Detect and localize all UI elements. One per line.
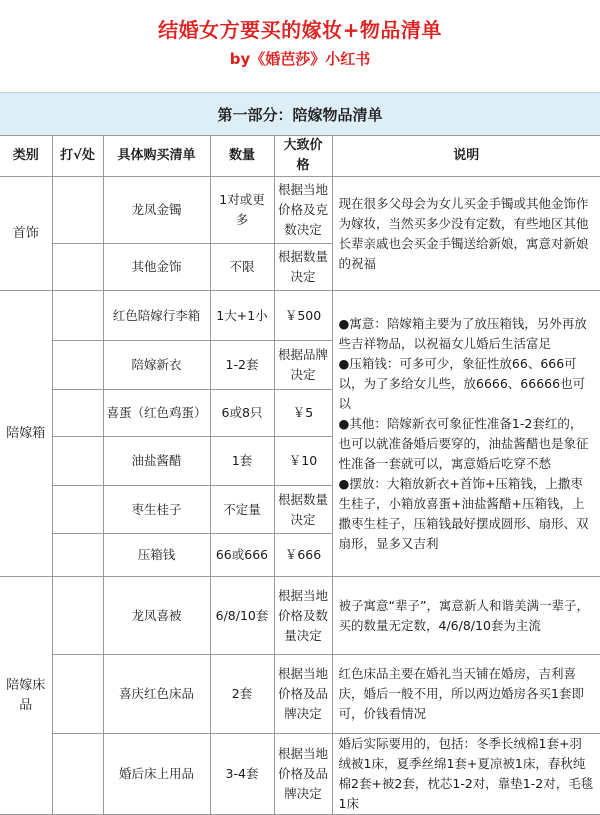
price-cell: 根据当地价格及品牌决定 xyxy=(274,655,332,734)
check-cell[interactable] xyxy=(52,486,103,534)
price-cell: 根据数量决定 xyxy=(274,244,332,291)
price-cell: 根据当地价格及数量决定 xyxy=(274,577,332,655)
price-cell: ￥10 xyxy=(274,437,332,486)
item-cell: 龙凤金镯 xyxy=(103,177,210,244)
page-header xyxy=(0,0,600,92)
item-cell: 陪嫁新衣 xyxy=(103,341,210,390)
check-cell[interactable] xyxy=(52,244,103,291)
quantity-cell: 1套 xyxy=(210,437,274,486)
note-line: ●摆放：大箱放新衣+首饰+压箱钱，上撒枣生桂子，小箱放喜蛋+油盐酱醋+压箱钱，上撒枣生桂子，压箱钱最好摆成圆形、扇形、双扇形，显多又吉利 xyxy=(338,475,589,551)
price-cell: 根据当地价格及品牌决定 xyxy=(274,734,332,815)
page-subtitle: by《婚芭莎》小红书 xyxy=(229,50,371,68)
quantity-cell: 6/8/10套 xyxy=(210,577,274,655)
column-header-check: 打√处 xyxy=(52,136,103,177)
quantity-cell: 1对或更多 xyxy=(210,177,274,244)
item-cell: 婚后床上用品 xyxy=(103,734,210,815)
item-cell: 喜庆红色床品 xyxy=(103,655,210,734)
price-cell: ￥5 xyxy=(274,390,332,437)
price-cell: ￥500 xyxy=(274,291,332,341)
item-cell: 压箱钱 xyxy=(103,534,210,577)
table-header-row xyxy=(0,136,600,177)
category-cell: 首饰 xyxy=(0,177,52,291)
price-cell: 根据品牌决定 xyxy=(274,341,332,390)
check-cell[interactable] xyxy=(52,734,103,815)
category-cell: 陪嫁箱 xyxy=(0,291,52,577)
item-cell: 喜蛋（红色鸡蛋） xyxy=(103,390,210,437)
column-header-item: 具体购买清单 xyxy=(103,136,210,177)
check-cell[interactable] xyxy=(52,655,103,734)
check-cell[interactable] xyxy=(52,577,103,655)
notes-cell xyxy=(332,291,600,577)
notes-cell: 红色床品主要在婚礼当天铺在婚房，吉利喜庆，婚后一般不用，所以两边婚房各买1套即可，价钱看情况 xyxy=(332,655,600,734)
check-cell[interactable] xyxy=(52,177,103,244)
note-line: ●其他：陪嫁新衣可象征性准备1-2套红的，也可以就准备婚后要穿的，油盐酱醋也是象征性准备一套就可以，寓意婚后吃穿不愁 xyxy=(338,415,589,471)
dowry-table xyxy=(0,135,600,815)
quantity-cell: 2套 xyxy=(210,655,274,734)
quantity-cell: 1大+1小 xyxy=(210,291,274,341)
check-cell[interactable] xyxy=(52,291,103,341)
table-row xyxy=(0,577,600,655)
check-cell[interactable] xyxy=(52,534,103,577)
section-title: 第一部分：陪嫁物品清单 xyxy=(0,92,600,136)
table-row xyxy=(0,734,600,815)
column-header-quantity: 数量 xyxy=(210,136,274,177)
category-cell: 陪嫁床品 xyxy=(0,577,52,815)
column-header-price: 大致价格 xyxy=(274,136,332,177)
table-row xyxy=(0,655,600,734)
check-cell[interactable] xyxy=(52,437,103,486)
note-line: ●寓意：陪嫁箱主要为了放压箱钱，另外再放些吉祥物品，以祝福女儿婚后生活富足 xyxy=(338,315,587,351)
price-cell: 根据当地价格及克数决定 xyxy=(274,177,332,244)
quantity-cell: 6或8只 xyxy=(210,390,274,437)
quantity-cell: 66或666 xyxy=(210,534,274,577)
table-row xyxy=(0,177,600,244)
item-cell: 龙凤喜被 xyxy=(103,577,210,655)
notes-cell: 婚后实际要用的，包括：冬季长绒棉1套+羽绒被1床，夏季丝绵1套+夏凉被1床，春秋纯棉2套+被2套，枕芯1-2对，靠垫1-2对，毛毯1床 xyxy=(332,734,600,815)
page-title: 结婚女方要买的嫁妆+物品清单 xyxy=(158,18,442,42)
check-cell[interactable] xyxy=(52,341,103,390)
column-header-category: 类别 xyxy=(0,136,52,177)
table-row xyxy=(0,291,600,341)
price-cell: 根据数量决定 xyxy=(274,486,332,534)
price-cell: ￥666 xyxy=(274,534,332,577)
quantity-cell: 不限 xyxy=(210,244,274,291)
note-line: ●压箱钱：可多可少，象征性放66、666可以，为了多给女儿些，放6666、66666也可以 xyxy=(338,355,586,411)
check-cell[interactable] xyxy=(52,390,103,437)
item-cell: 枣生桂子 xyxy=(103,486,210,534)
quantity-cell: 3-4套 xyxy=(210,734,274,815)
quantity-cell: 不定量 xyxy=(210,486,274,534)
quantity-cell: 1-2套 xyxy=(210,341,274,390)
item-cell: 红色陪嫁行李箱 xyxy=(103,291,210,341)
column-header-notes: 说明 xyxy=(332,136,600,177)
item-cell: 油盐酱醋 xyxy=(103,437,210,486)
notes-cell: 被子寓意“辈子”，寓意新人和谐美满一辈子，买的数量无定数，4/6/8/10套为主流 xyxy=(332,577,600,655)
notes-cell: 现在很多父母会为女儿买金手镯或其他金饰作为嫁妆，当然买多少没有定数，有些地区其他长辈亲戚也会买金手镯送给新娘，寓意对新娘的祝福 xyxy=(332,177,600,291)
item-cell: 其他金饰 xyxy=(103,244,210,291)
